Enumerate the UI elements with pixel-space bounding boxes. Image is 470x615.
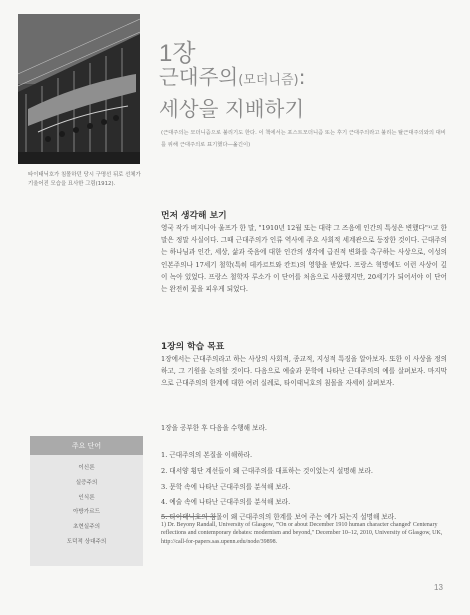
list-item: 4. 예술 속에 나타난 근대주의를 분석해 보라. — [161, 498, 291, 507]
list-item: 2. 대서양 횡단 계선들이 왜 근대주의를 대표하는 것이었는지 설명해 보라. — [161, 466, 373, 475]
list-item: 1. 근대주의의 본질을 이해하라. — [161, 451, 253, 459]
list-item: 초현실주의 — [72, 524, 101, 531]
section-body-objectives: 1장에서는 근대주의라고 하는 사상의 사회적, 종교적, 지성적 특징을 알아보자. 또한 이 사상을 정의하고, 그 기원을 논의할 것이다. 다음으로 예술과 문학에 나타난 근대주의의 예를 살펴보자. 마지막으로 근대주의의 한계에 대한 여러 실례로, 타이태닉호의 침몰을 자세히 살펴보자. — [161, 355, 447, 388]
list-item: 이신론 — [78, 465, 95, 471]
objectives-list — [161, 448, 451, 524]
list-item: 5. 타이태닉호의 침몰이 왜 근대주의의 한계를 보여 주는 예가 되는지 설명해 보라. — [161, 513, 397, 522]
titanic-illustration — [18, 14, 140, 164]
list-item: 인식론 — [78, 494, 95, 501]
page-number: 13 — [434, 583, 443, 592]
chapter-title-sub: (모더니즘) — [238, 73, 299, 88]
list-item: 도덕적 상대주의 — [66, 538, 107, 545]
list-item: 아방가르드 — [72, 509, 101, 516]
key-terms-box — [30, 436, 143, 566]
objectives-lead: 1장을 공부한 후 다음을 수행해 보라. — [161, 424, 267, 432]
chapter-number: 1장 — [159, 40, 196, 67]
section-heading-think-first: 먼저 생각해 보기 — [161, 211, 227, 221]
chapter-title — [159, 63, 449, 123]
chapter-title-main: 근대주의 — [159, 65, 239, 89]
image-caption: 타이태닉호가 침몰하던 당시 구명선 뒤로 선체가 기울어진 모습을 묘사한 그림(1912). — [28, 172, 141, 187]
section-body-think-first: 영국 작가 버지니아 울프가 한 말, "1910년 12월 또는 대략 그 즈음에 인간의 특성은 변했다"¹⁾고 한 말은 정말 사실이다. 그때 근대주의가 인류 역사에 주요 사회적 세계관으로 등장한 것이다. 근대주의는 하나님과 인간, 세상, 삶과 죽음에 대한 인간의 생각에 급진적 변화를 촉구하는 사상으로, 이성의 인본주의나 17세기 철학(특히 데카르트와 칸트)의 영향을 받았다. 프랑스 혁명에도 이런 사상이 깊이 녹아 있었다. 프랑스 철학자 루소가 이 단어를 처음으로 사용했지만, 20세기가 되어서야 이 단어는 완전히 꽃을 피우게 되었다. — [161, 224, 447, 294]
footnote: 1) Dr. Beyony Randall, University of Glasgow, "'On or about December 1910 human character changed' Centenary reflections and contemporary debates: modernism and beyond," December 10–12, 2010, University of Glasgow, UK, http://call-for-papers.sas.upenn.edu/node/39898. — [161, 522, 443, 545]
chapter-title-line2: 세상을 지배하기 — [159, 97, 305, 121]
list-item: 실증주의 — [75, 479, 98, 486]
key-terms-heading: 주요 단어 — [30, 436, 143, 455]
section-heading-objectives: 1장의 학습 목표 — [161, 342, 225, 352]
key-terms-list — [30, 455, 143, 550]
footnote-divider — [161, 516, 216, 517]
chapter-intro-note: (근대주의는 모더니즘으로 불리기도 한다. 이 책에서는 포스트모더니즘 또는 후기 근대주의라고 불리는 탈근대주의와의 대비를 위해 근대주의로 표기했다―옮긴이) — [161, 130, 446, 148]
chapter-title-colon: : — [298, 65, 306, 89]
list-item: 3. 문학 속에 나타난 근대주의를 분석해 보라. — [161, 482, 291, 491]
